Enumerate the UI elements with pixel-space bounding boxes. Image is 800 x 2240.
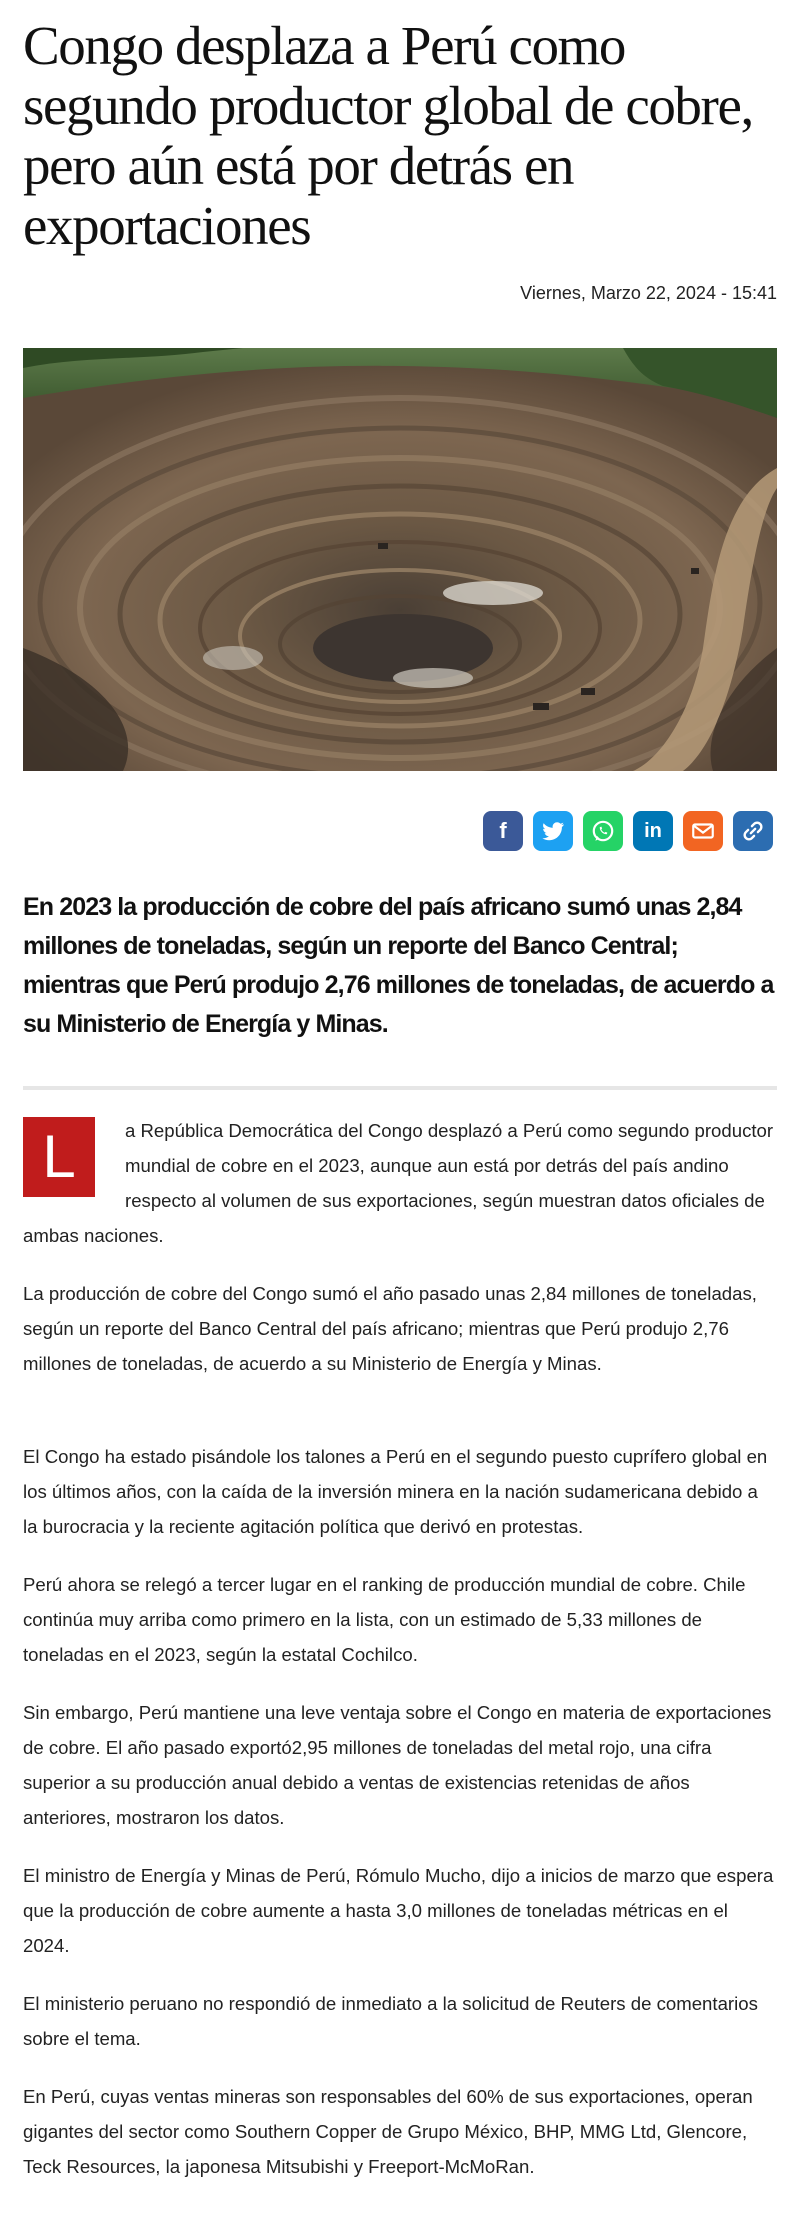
open-pit-mine-photo <box>23 348 777 771</box>
linkedin-icon: in <box>644 819 662 842</box>
article-lead: En 2023 la producción de cobre del país africano sumó unas 2,84 millones de toneladas, según un reporte del Banco Central; mientras que Perú produjo 2,76 millones de toneladas, de acuerdo a su Ministerio de Energía y Minas. <box>23 893 774 1038</box>
article-date: Viernes, Marzo 22, 2024 - 15:41 <box>520 283 777 303</box>
body-paragraph: Perú ahora se relegó a tercer lugar en el ranking de producción mundial de cobre. Chile continúa muy arriba como primero en la lista, con un estimado de 5,33 millones de toneladas en el 2023, según la estatal Cochilco. <box>23 1574 746 1665</box>
whatsapp-icon <box>590 818 616 844</box>
body-paragraph: El ministerio peruano no respondió de inmediato a la solicitud de Reuters de comentarios sobre el tema. <box>23 1993 758 2049</box>
article <box>23 0 777 2177</box>
article-body <box>23 1113 777 2207</box>
twitter-icon <box>540 818 566 844</box>
email-share-button[interactable] <box>683 811 723 851</box>
body-paragraph: En Perú, cuyas ventas mineras son responsables del 60% de sus exportaciones, operan gigantes del sector como Southern Copper de Grupo México, BHP, MMG Ltd, Glencore, Teck Resources, la japonesa Mitsubishi y Freeport-McMoRan. <box>23 2086 753 2177</box>
twitter-share-button[interactable] <box>533 811 573 851</box>
link-icon <box>740 818 766 844</box>
copy-link-button[interactable] <box>733 811 773 851</box>
body-paragraph: El Congo ha estado pisándole los talones a Perú en el segundo puesto cuprífero global en los últimos años, con la caída de la inversión minera en la nación sudamericana debido a la burocracia y la reciente agitación política que derivó en protestas. <box>23 1446 768 1537</box>
linkedin-share-button[interactable] <box>633 811 673 851</box>
hero-image <box>23 348 777 771</box>
facebook-share-button[interactable] <box>483 811 523 851</box>
body-paragraph: La producción de cobre del Congo sumó el año pasado unas 2,84 millones de toneladas, según un reporte del Banco Central del país africano; mientras que Perú produjo 2,76 millones de toneladas, de acuerdo a su Ministerio de Energía y Minas. <box>23 1283 757 1374</box>
body-paragraph: El ministro de Energía y Minas de Perú, Rómulo Mucho, dijo a inicios de marzo que espera que la producción de cobre aumente a hasta 3,0 millones de toneladas métricas en el 2024. <box>23 1865 774 1956</box>
body-paragraph: Sin embargo, Perú mantiene una leve ventaja sobre el Congo en materia de exportaciones de cobre. El año pasado exportó2,95 millones de toneladas del metal rojo, una cifra superior a su producción anual debido a ventas de existencias retenidas de años anteriores, mostraron los datos. <box>23 1702 772 1828</box>
drop-cap: L <box>23 1117 95 1197</box>
divider <box>23 1086 777 1090</box>
article-title: Congo desplaza a Perú como segundo productor global de cobre, pero aún está por detrás en exportaciones <box>23 15 753 256</box>
paragraph-text: a República Democrática del Congo desplazó a Perú como segundo productor mundial de cobre en el 2023, aunque aun está por detrás del país andino respecto al volumen de sus exportaciones, según muestran datos oficiales de ambas naciones. <box>23 1120 774 1246</box>
facebook-icon: f <box>499 818 507 843</box>
email-icon <box>690 818 716 844</box>
body-paragraph <box>23 1113 777 1253</box>
share-buttons <box>483 811 773 851</box>
whatsapp-share-button[interactable] <box>583 811 623 851</box>
